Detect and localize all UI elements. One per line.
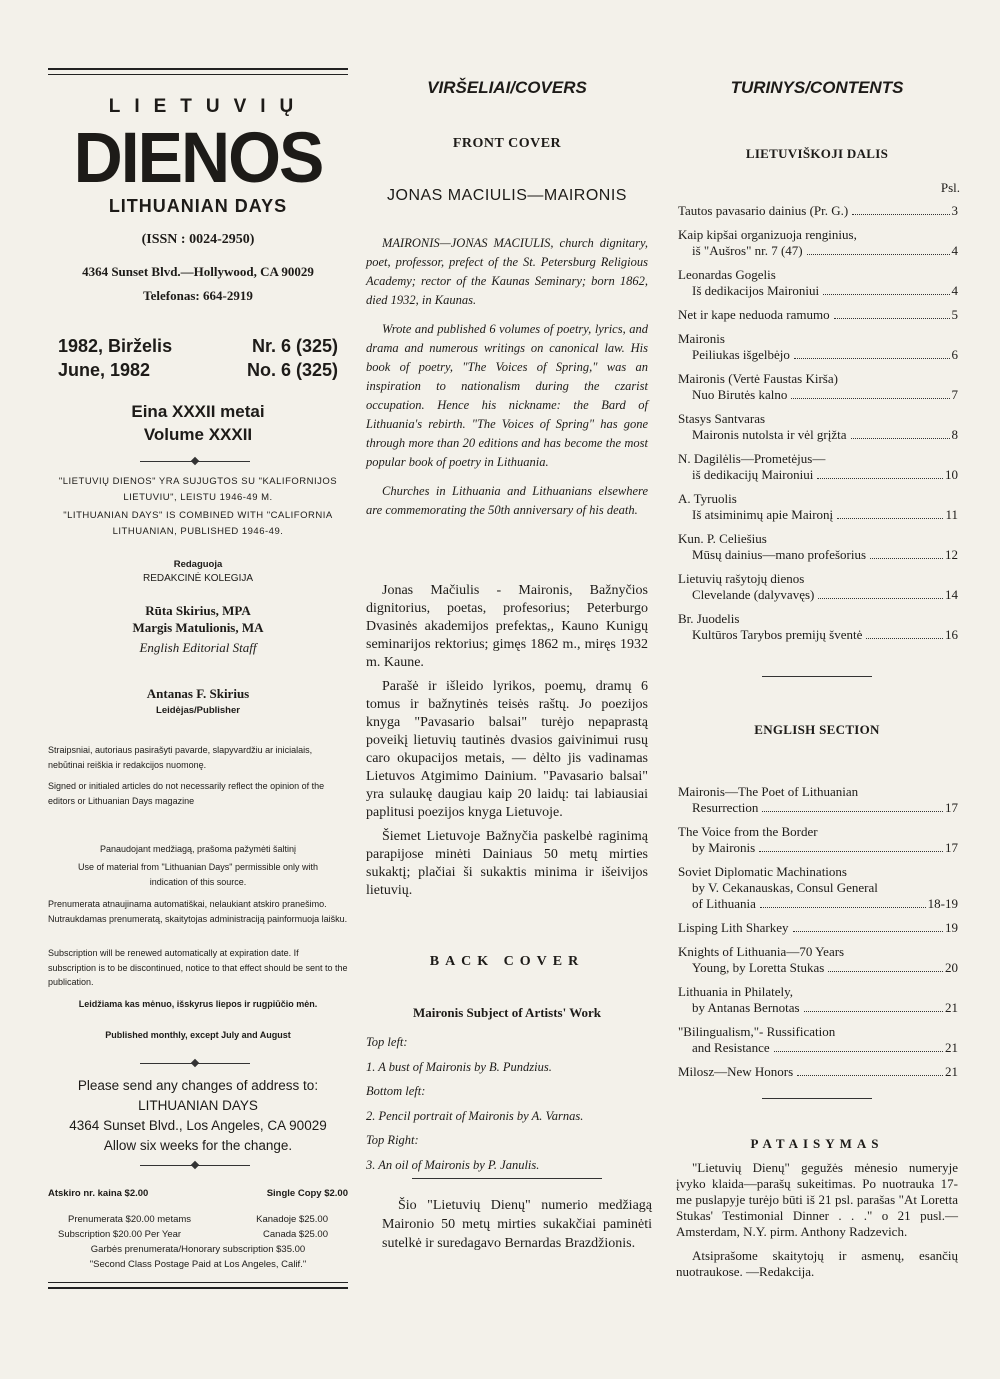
list-item: 3. An oil of Maironis by P. Janulis. — [366, 1157, 540, 1172]
toc-page-number: 4 — [951, 243, 958, 258]
send-line-2: LITHUANIAN DAYS — [138, 1098, 258, 1113]
toc-entry-author: Maironis — [678, 331, 725, 346]
editor-1: Rūta Skirius, MPA — [145, 603, 251, 618]
dot-leader — [828, 970, 943, 972]
toc-page-number: 12 — [945, 547, 958, 562]
toc-entry-title: by Maironis — [692, 840, 756, 855]
pricing — [48, 1186, 348, 1272]
toc-entry-title: Peiliukas išgelbėjo — [692, 347, 790, 362]
editor-2: Margis Matulionis, MA — [132, 620, 264, 635]
toc-entry-author: N. Dagilėlis—Prometėjus— — [678, 451, 826, 466]
english-toc — [678, 784, 958, 1088]
divider — [140, 1060, 250, 1068]
correction-heading: PATAISYMAS — [750, 1136, 884, 1151]
sub-year-lt: Prenumerata $20.00 metams — [68, 1214, 192, 1225]
toc-entry-title: Maironis nutolsta ir vėl grįžta — [692, 427, 847, 442]
date-lt: 1982, Birželis — [58, 336, 173, 356]
lt-paragraph-3: Šiemet Lietuvoje Bažnyčia paskelbė raginimą parapijose minėti Dainiaus 50 metų mirties sukaktį; plačiai ši sukaktis minima ir išeivijos lietuvių. — [366, 829, 648, 898]
list-item: Top Right: — [366, 1133, 419, 1147]
english-section-heading: ENGLISH SECTION — [754, 722, 880, 737]
toc-entry-author: Lithuania in Philately, — [678, 984, 794, 999]
toc-entry-title: Iš dedikacijos Maironiui — [692, 283, 820, 298]
toc-page-number: 7 — [951, 387, 958, 402]
toc-entry-title: Kultūros Tarybos premijų šventė — [692, 627, 863, 642]
top-rule — [48, 68, 348, 70]
lithuanian-description — [366, 582, 648, 906]
dot-leader — [793, 930, 944, 932]
dot-leader — [817, 477, 943, 479]
toc-entry-title: Tautos pavasario dainius (Pr. G.) — [678, 203, 849, 218]
toc-entry — [678, 1024, 958, 1056]
dot-leader — [823, 293, 949, 295]
divider — [762, 1098, 872, 1099]
toc-page-number: 21 — [945, 1064, 958, 1079]
toc-entry-title: Young, by Loretta Stukas — [692, 960, 825, 975]
toc-entry-title: Clevelande (dalyvavęs) — [692, 587, 815, 602]
single-price-en: Single Copy $2.00 — [266, 1188, 348, 1199]
publisher-name: Antanas F. Skirius — [146, 686, 250, 701]
page-label: Psl. — [940, 180, 960, 195]
bottom-rule — [48, 1287, 348, 1289]
dot-leader — [791, 397, 949, 399]
toc-entry-author: Leonardas Gogelis — [678, 267, 776, 282]
divider — [412, 1178, 602, 1179]
renewal-en: Subscription will be renewed automatically at expiration date. If subscription is to be discontinued, notice to that effect should be sent to the publication. — [48, 948, 348, 987]
toc-entry-title: by Antanas Bernotas — [692, 1000, 800, 1015]
toc-page-number: 21 — [945, 1000, 958, 1015]
dot-leader — [851, 437, 950, 439]
toc-page-number: 4 — [951, 283, 958, 298]
back-cover-subject: Maironis Subject of Artists' Work — [412, 1005, 602, 1020]
list-item: 1. A bust of Maironis by B. Pundzius. — [366, 1059, 552, 1074]
divider — [762, 676, 872, 677]
toc-entry-title: iš "Aušros" nr. 7 (47) — [692, 243, 803, 258]
sub-canada-en: Canada $25.00 — [263, 1229, 328, 1240]
dot-leader — [852, 213, 949, 215]
issue-dates — [48, 334, 348, 382]
toc-page-number: 19 — [945, 920, 958, 935]
toc-entry-author: Maironis—The Poet of Lithuanian — [678, 784, 859, 799]
masthead-top: LIETUVIŲ — [108, 96, 308, 117]
toc-entry-author: Br. Juodelis — [678, 611, 740, 626]
toc-entry-author: The Voice from the Border — [678, 824, 818, 839]
postage: "Second Class Postage Paid at Los Angeles, Calif." — [89, 1259, 307, 1270]
dot-leader — [807, 253, 950, 255]
toc-entry — [678, 944, 958, 976]
toc-entry — [678, 920, 958, 936]
disclaimer-en: Signed or initialed articles do not necessarily reflect the opinion of the editors or Lithuanian Days magazine — [48, 781, 325, 806]
toc-page-number: 20 — [945, 960, 958, 975]
en-paragraph-1: MAIRONIS—JONAS MACIULIS, church dignitary, poet, professor, prefect of the St. Petersburg Religious Academy; rector of the Kaunas Seminary; born 1862, died 1932, in Kaunas. — [366, 236, 648, 307]
dot-leader — [759, 850, 943, 852]
correction-text — [676, 1160, 958, 1288]
volume-info — [48, 400, 348, 446]
toc-entry — [678, 611, 958, 643]
correction-paragraph-2: Atsiprašome skaitytojų ir asmenų, esančių nuotraukose. —Redakcija. — [676, 1248, 958, 1279]
toc-entry — [678, 203, 958, 219]
toc-entry-author: A. Tyruolis — [678, 491, 737, 506]
lithuanian-toc — [678, 203, 958, 651]
top-rule-thin — [48, 74, 348, 75]
number-en: No. 6 (325) — [246, 360, 338, 380]
front-cover-heading: FRONT COVER — [452, 136, 562, 151]
toc-entry — [678, 411, 958, 443]
divider — [140, 1162, 250, 1170]
toc-entry-title: iš dedikacijų Maironiui — [692, 467, 814, 482]
toc-page-number: 14 — [945, 587, 958, 602]
toc-entry — [678, 1064, 958, 1080]
toc-page-number: 18-19 — [927, 896, 958, 911]
toc-entry — [678, 864, 958, 912]
address-change — [48, 1076, 348, 1156]
dot-leader — [760, 906, 926, 908]
dot-leader — [818, 597, 943, 599]
publisher-role: Leidėjas/Publisher — [156, 705, 240, 716]
volume: Volume XXXII — [143, 425, 253, 444]
back-cover-list — [366, 1030, 648, 1177]
phone: Telefonas: 664-2919 — [143, 288, 253, 303]
toc-page-number: 11 — [945, 507, 958, 522]
toc-page-number: 17 — [945, 800, 958, 815]
redaguoja: Redaguoja — [173, 559, 223, 570]
toc-entry-title: Lisping Lith Sharkey — [678, 920, 789, 935]
disclaimer-lt: Straipsniai, autoriaus pasirašyti pavarde, slapyvardžiu ar inicialais, nebūtinai reiškia ir redakcijos nuomonę. — [48, 745, 313, 770]
source-lt: Panaudojant medžiagą, prašoma pažymėti šaltinį — [99, 844, 297, 854]
toc-entry — [678, 267, 958, 299]
list-item: Bottom left: — [366, 1084, 426, 1098]
toc-entry — [678, 371, 958, 403]
toc-page-number: 17 — [945, 840, 958, 855]
toc-page-number: 3 — [951, 203, 958, 218]
dot-leader — [804, 1010, 943, 1012]
english-description — [366, 234, 648, 530]
send-line-4: Allow six weeks for the change. — [103, 1138, 293, 1153]
issn: (ISSN : 0024-2950) — [141, 232, 255, 247]
kolegija: REDAKCINĖ KOLEGIJA — [142, 573, 254, 584]
toc-entry-title: of Lithuania — [692, 896, 756, 911]
en-paragraph-3: Churches in Lithuania and Lithuanians elsewhere are commemorating the 50th anniversary of his death. — [366, 484, 648, 517]
lithuanian-section-heading: LIETUVIŠKOJI DALIS — [745, 146, 889, 161]
list-item: Top left: — [366, 1035, 408, 1049]
correction-paragraph-1: "Lietuvių Dienų" gegužės mėnesio numeryje įvyko klaida—parašų sukeitimas. Po nuotrauka 17-me puslapyje turėjo būti iš 21 psl. parašas "At Loretta Stukas' Testimonial Dinner . . ." o 21 pusl.—Amsterdam, N.Y. pirm. Anthony Radzevich. — [676, 1160, 958, 1239]
editors — [48, 602, 348, 636]
lt-paragraph-1: Jonas Mačiulis - Maironis, Bažnyčios dignitorius, poetas, profesorius; Peterburgo Dvasinės akademijos prefektas,, Kauno Kunigų seminarijos rektorius; gimęs 1862 m., miręs 1932 m. Kaune. — [366, 583, 648, 670]
combined-en: "LITHUANIAN DAYS" IS COMBINED WITH "CALIFORNIA LITHUANIAN, PUBLISHED 1946-49. — [63, 510, 333, 537]
toc-entry — [678, 227, 958, 259]
dot-leader — [797, 1074, 943, 1076]
toc-page-number: 16 — [945, 627, 958, 642]
sub-year-en: Subscription $20.00 Per Year — [58, 1229, 182, 1240]
toc-entry — [678, 571, 958, 603]
toc-entry — [678, 824, 958, 856]
send-line-1: Please send any changes of address to: — [77, 1078, 319, 1093]
dot-leader — [774, 1050, 943, 1052]
toc-entry-author: Lietuvių rašytojų dienos — [678, 571, 805, 586]
toc-entry-author: Kun. P. Celiešius — [678, 531, 767, 546]
toc-entry-subline: by V. Cekanauskas, Consul General — [692, 880, 878, 895]
monthly-en: Published monthly, except July and August — [105, 1030, 291, 1040]
number-lt: Nr. 6 (325) — [251, 336, 338, 356]
toc-entry-author: Kaip kipšai organizuoja renginius, — [678, 227, 857, 242]
dot-leader — [762, 810, 943, 812]
toc-page-number: 8 — [951, 427, 958, 442]
editorial-staff: English Editorial Staff — [139, 640, 257, 655]
toc-page-number: 10 — [945, 467, 958, 482]
toc-entry — [678, 331, 958, 363]
source-en: Use of material from "Lithuanian Days" permissible only with indication of this source. — [78, 862, 318, 887]
dot-leader — [870, 557, 943, 559]
address: 4364 Sunset Blvd.—Hollywood, CA 90029 — [82, 264, 314, 279]
toc-entry-author: "Bilingualism,"- Russification — [678, 1024, 836, 1039]
toc-entry-title: Mūsų dainius—mano profešorius — [692, 547, 867, 562]
toc-entry — [678, 984, 958, 1016]
toc-entry — [678, 451, 958, 483]
renewal-lt: Prenumerata atnaujinama automatiškai, nelaukiant atskiro pranešimo. Nutraukdamas prenumeratą, skaitytojas administraciją painformuoja laišku. — [48, 899, 348, 924]
dot-leader — [794, 357, 950, 359]
toc-entry-author: Maironis (Vertė Faustas Kirša) — [678, 371, 838, 386]
eina: Eina XXXII metai — [131, 402, 265, 421]
combined-lt: "LIETUVIŲ DIENOS" YRA SUJUGTOS SU "KALIFORNIJOS LIETUVIU", LEISTU 1946-49 M. — [58, 476, 338, 503]
toc-entry-title: and Resistance — [692, 1040, 770, 1055]
dot-leader — [834, 317, 950, 319]
toc-page-number: 5 — [951, 307, 958, 322]
en-paragraph-2: Wrote and published 6 volumes of poetry, lyrics, and drama and numerous writings on canonical law. His book of poetry, "The Voices of Spring," was an inspiration to nationalism during the czarist occupation. Hence his nickname: the Bard of Lithuania's rebirth. "The Voices of Spring" has gone through more than 20 editions and has become the most popular book of poetry in Lithuania. — [366, 322, 648, 469]
divider — [140, 458, 250, 466]
toc-entry — [678, 307, 958, 323]
front-cover-subject: JONAS MACIULIS—MAIRONIS — [387, 187, 627, 204]
bottom-rule-thin — [48, 1282, 348, 1283]
single-price-lt: Atskiro nr. kaina $2.00 — [48, 1188, 149, 1199]
masthead-subtitle: LITHUANIAN DAYS — [108, 196, 288, 216]
toc-entry-author: Soviet Diplomatic Machinations — [678, 864, 847, 879]
toc-page-number: 6 — [951, 347, 958, 362]
toc-entry-title: Milosz—New Honors — [678, 1064, 794, 1079]
covers-heading: VIRŠELIAI/COVERS — [427, 78, 587, 97]
dot-leader — [837, 517, 943, 519]
back-cover-heading: BACK COVER — [429, 954, 585, 969]
honorary-subscription: Garbės prenumerata/Honorary subscription $35.00 — [90, 1244, 306, 1255]
editor-credit: Šio "Lietuvių Dienų" numerio medžiagą Maironio 50 metų mirties sukakčiai paminėti sutelkė ir suredagavo Bernardas Brazdžionis. — [382, 1198, 652, 1251]
toc-entry-author: Knights of Lithuania—70 Years — [678, 944, 845, 959]
date-en: June, 1982 — [58, 360, 151, 380]
toc-entry-author: Stasys Santvaras — [678, 411, 766, 426]
toc-entry-title: Resurrection — [692, 800, 759, 815]
toc-entry-title: Nuo Birutės kalno — [692, 387, 788, 402]
contents-heading: TURINYS/CONTENTS — [730, 78, 904, 97]
sub-canada-lt: Kanadoje $25.00 — [256, 1214, 328, 1225]
toc-entry — [678, 784, 958, 816]
masthead-title: DIENOS — [73, 118, 323, 198]
send-line-3: 4364 Sunset Blvd., Los Angeles, CA 90029 — [69, 1118, 327, 1133]
dot-leader — [866, 637, 943, 639]
list-item: 2. Pencil portrait of Maironis by A. Varnas. — [366, 1108, 584, 1123]
toc-entry-title: Iš atsiminimų apie Maironį — [692, 507, 834, 522]
monthly-lt: Leidžiama kas mėnuo, išskyrus liepos ir rugpiūčio mėn. — [78, 999, 318, 1009]
lt-paragraph-2: Parašė ir išleido lyrikos, poemų, dramų 6 tomus ir bažnytinės teisės raštų. Jo poezijos knyga "Pavasario balsai" turėjo nepaprastą poveikį lietuvių tautinės dvasios gaivinimui rusų caro okupacijos metais, — dėlto jis vadinamas Lietuvos Atgimimo Dainium. "Pavasario balsai" yra sulaukę daugiau kaip 20 laidų: tai labiausiai paplitusi poezijos knyga Lietuvoje. — [366, 679, 648, 820]
toc-page-number: 21 — [945, 1040, 958, 1055]
toc-entry-title: Net ir kape neduoda ramumo — [678, 307, 830, 322]
toc-entry — [678, 531, 958, 563]
toc-entry — [678, 491, 958, 523]
